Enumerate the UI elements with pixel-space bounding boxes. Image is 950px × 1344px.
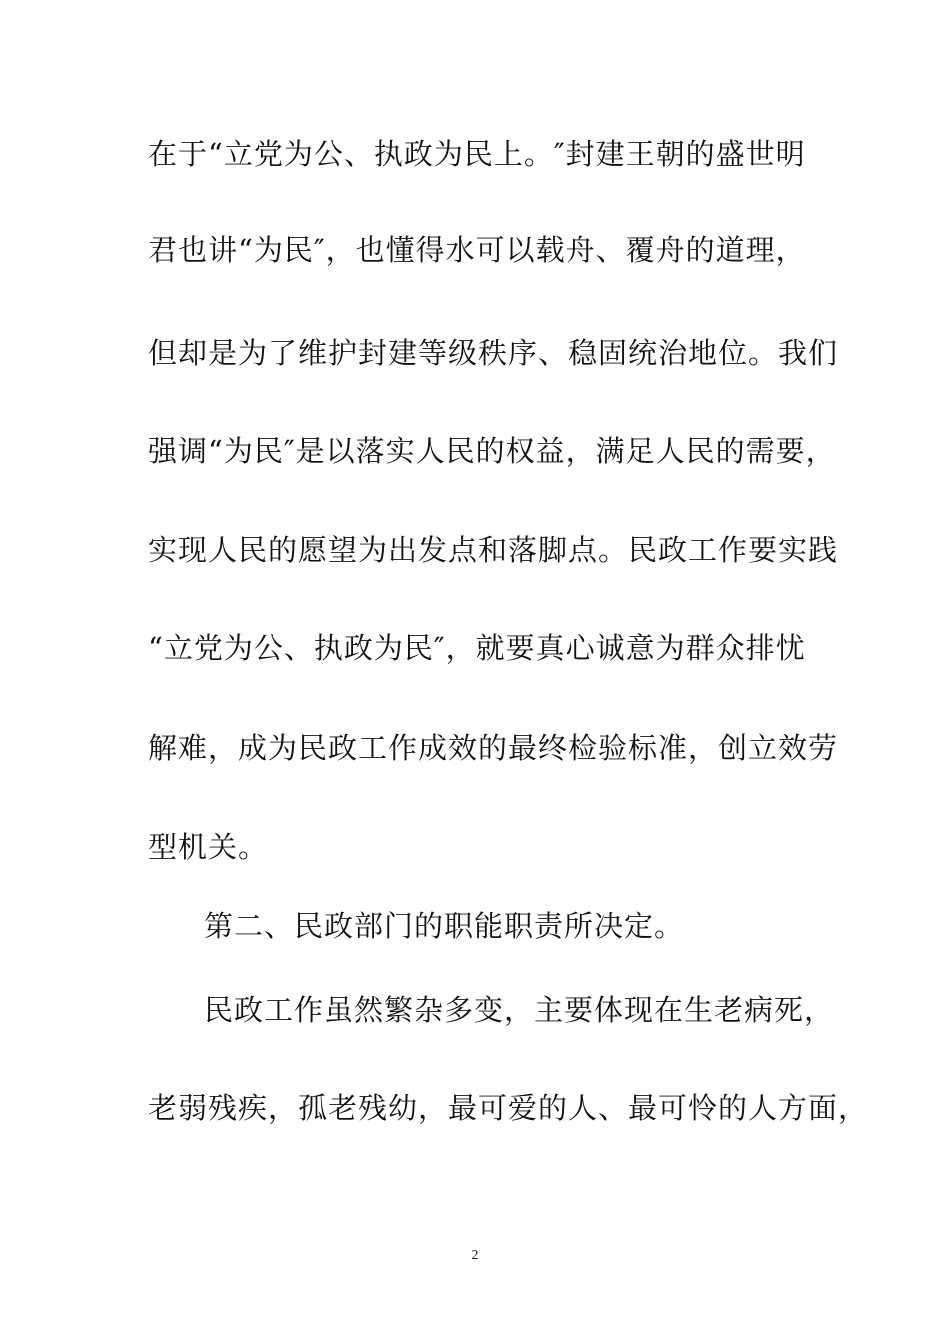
text-line: “立党为公、执政为民″，就要真心诚意为群众排忧: [148, 631, 806, 665]
text-line: 解难，成为民政工作成效的最终检验标准，创立效劳: [148, 731, 839, 765]
text-line: 老弱残疾，孤老残幼，最可爱的人、最可怜的人方面，: [148, 1091, 869, 1125]
section-heading: 第二、民政部门的职能职责所决定。: [204, 909, 685, 943]
text-line: 实现人民的愿望为出发点和落脚点。民政工作要实践: [148, 533, 839, 567]
text-line: 君也讲“为民″，也懂得水可以载舟、覆舟的道理，: [148, 233, 806, 267]
paragraph-start-line: 民政工作虽然繁杂多变，主要体现在生老病死，: [204, 993, 835, 1027]
text-line: 型机关。: [148, 830, 269, 864]
text-line: 但却是为了维护封建等级秩序、稳固统治地位。我们: [148, 336, 839, 370]
text-line: 在于“立党为公、执政为民上。″封建王朝的盛世明: [148, 137, 806, 171]
page-number: 2: [471, 1248, 479, 1263]
text-line: 强调“为民″是以落实人民的权益，满足人民的需要，: [148, 434, 836, 468]
